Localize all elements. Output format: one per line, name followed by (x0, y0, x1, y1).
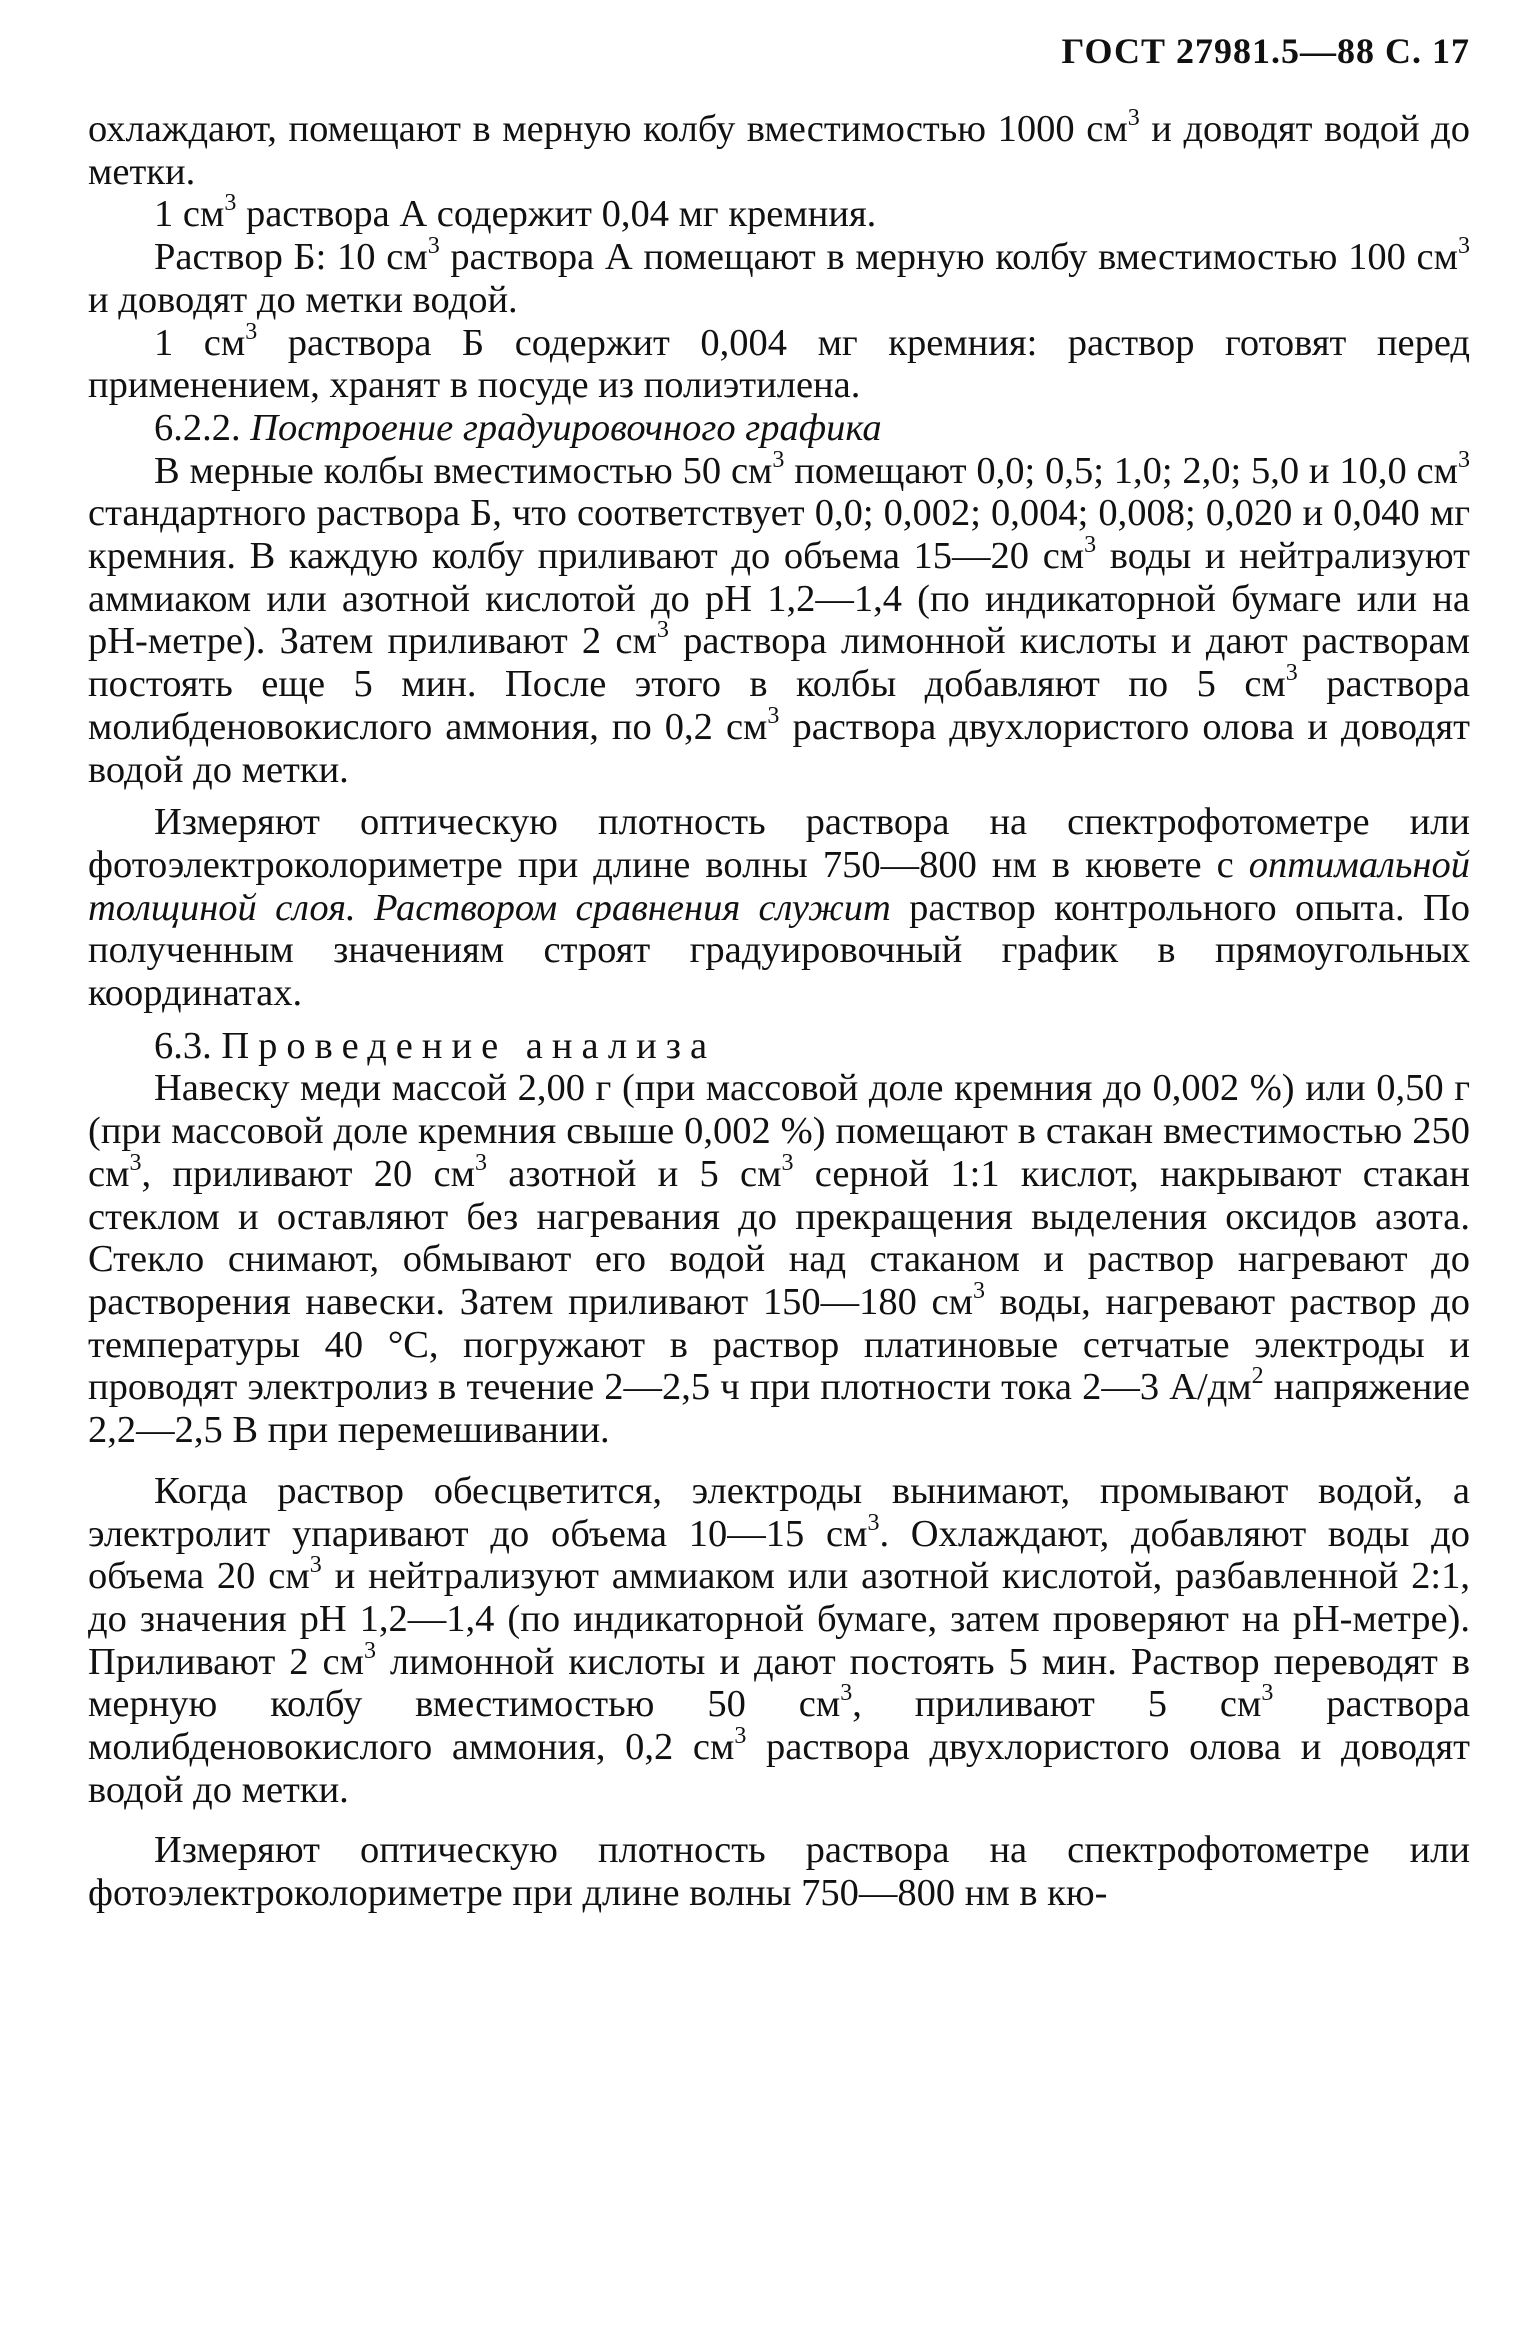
paragraph-continuation: охлаждают, помещают в мерную колбу вместимостью 1000 $см^3$ и доводят водой до метки. (88, 105, 1470, 193)
page-number: С. 17 (1385, 31, 1470, 71)
paragraph-solution-b: Раствор Б: 10 $см^3$ раствора А помещают в мерную колбу вместимостью 100 $см^3$ и доводят до метки водой. (88, 233, 1470, 321)
section-title-analysis: Проведение анализа (221, 1024, 717, 1067)
body-text (88, 105, 1471, 1915)
paragraph-optical-density-2: Измеряют оптическую плотность раствора на спектрофотометре или фотоэлектроколориметре при длине волны 750—800 нм в кю- (88, 1829, 1470, 1915)
paragraph-optical-density-1: Измеряют оптическую плотность раствора на спектрофотометре или фотоэлектроколориметре при длине волны 750—800 нм в кювете с оптимальной толщиной слоя. Раствором сравнения служит раствор контрольного опыта. По полученным значениям строят градуировочный график в прямоугольных координатах. (88, 801, 1470, 1015)
paragraph-solution-a-content: 1 $см^3$ раствора А содержит 0,04 мг кремния. (154, 190, 877, 236)
running-header (1062, 30, 1470, 72)
paragraph-calibration-procedure: В мерные колбы вместимостью 50 $см^3$ помещают 0,0; 0,5; 1,0; 2,0; 5,0 и 10,0 $см^3$ стандартного раствора Б, что соответствует 0,0; 0,002; 0,004; 0,008; 0,020 и 0,040 мг кремния. В каждую колбу приливают до объема 15—20 $см^3$ воды и нейтрализуют аммиаком или азотной кислотой до pH 1,2—1,4 (по индикаторной бумаге или на pH-метре). Затем приливают 2 $см^3$ раствора лимонной кислоты и дают растворам постоять еще 5 мин. После этого в колбы добавляют по 5 $см^3$ раствора молибденовокислого аммония, по 0,2 $см^3$ раствора двухлористого олова и доводят водой до метки. (88, 446, 1471, 791)
paragraph-solution-b-content: 1 $см^3$ раствора Б содержит 0,004 мг кремния: раствор готовят перед применением, хранят в посуде из полиэтилена. (88, 318, 1470, 407)
standard-number: ГОСТ 27981.5—88 (1061, 31, 1375, 71)
section-heading-6-3: 6.3. Проведение анализа (154, 1024, 717, 1067)
section-title-calibration: Построение градуировочного графика (250, 406, 882, 449)
paragraph-after-electrolysis: Когда раствор обесцветится, электроды вынимают, промывают водой, а электролит упаривают до объема 10—15 $см^3$. Охлаждают, добавляют воды до объема 20 $см^3$ и нейтрализуют аммиаком или азотной кислотой, разбавленной 2:1, до значения pH 1,2—1,4 (по индикаторной бумаге, затем проверяют на pH-метре). Приливают 2 $см^3$ лимонной кислоты и дают постоять 5 мин. Раствор переводят в мерную колбу вместимостью 50 $см^3$, приливают 5 $см^3$ раствора молибденовокислого аммония, 0,2 $см^3$ раствора двухлористого олова и доводят водой до метки. (88, 1469, 1471, 1811)
document-page (88, 0, 1470, 2347)
paragraph-analysis-procedure: Навеску меди массой 2,00 г (при массовой доле кремния до 0,002 %) или 0,50 г (при массовой доле кремния свыше 0,002 %) помещают в стакан вместимостью 250 $см^3$, приливают 20 $см^3$ азотной и 5 $см^3$ серной 1:1 кислот, накрывают стакан стеклом и оставляют без нагревания до прекращения выделения оксидов азота. Стекло снимают, обмывают его водой над стаканом и раствор нагревают до растворения навески. Затем приливают 150—180 $см^3$ воды, нагревают раствор до температуры 40 °С, погружают в раствор платиновые сетчатые электроды и проводят электролиз в течение 2—2,5 ч при плотности тока 2—3 $А/дм^2$ напряжение 2,2—2,5 В при перемешивании. (88, 1067, 1470, 1452)
section-heading-6-2-2: 6.2.2. Построение градуировочного графика (154, 406, 882, 449)
